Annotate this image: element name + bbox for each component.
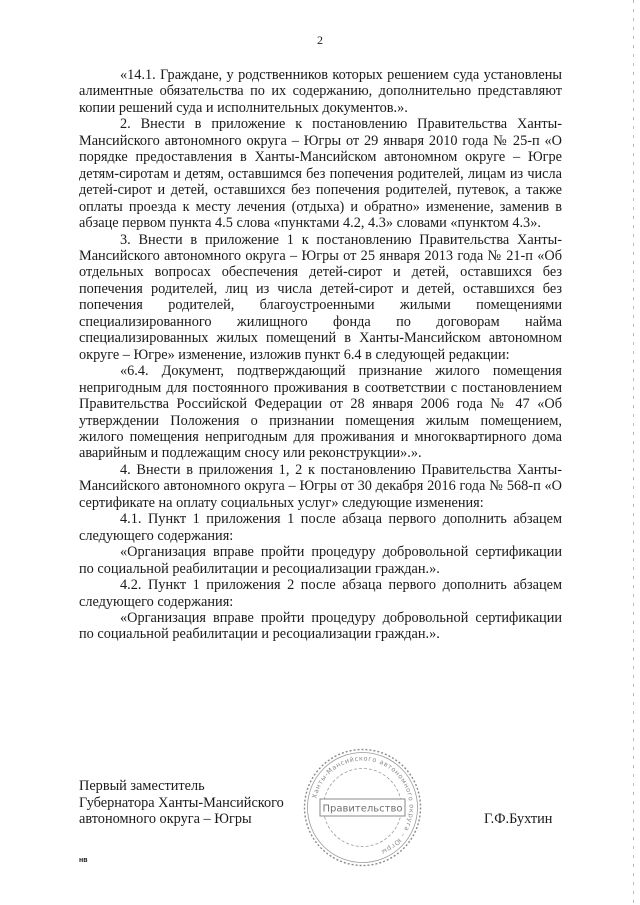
- document-body: [79, 67, 562, 643]
- paragraph-4-2: 4.2. Пункт 1 приложения 2 после абзаца первого дополнить абзацем следующего содержания:: [79, 577, 562, 610]
- paragraph-4-2-quote: «Организация вправе пройти процедуру добровольной сертификации по социальной реабилитации и ресоциализации граждан.».: [79, 609, 562, 643]
- paragraph-4-1: 4.1. Пункт 1 приложения 1 после абзаца первого дополнить абзацем следующего содержания:: [79, 511, 562, 544]
- signatory-title-line: Первый заместитель: [79, 778, 205, 794]
- signatory-title-line: Губернатора Ханты-Мансийского: [79, 794, 284, 811]
- footer-code: нв: [79, 857, 88, 864]
- signatory-title: [79, 778, 319, 828]
- paragraph-4-1-quote: «Организация вправе пройти процедуру добровольной сертификации по социальной реабилитации и ресоциализации граждан.».: [79, 544, 562, 577]
- paragraph-4: 4. Внести в приложения 1, 2 к постановлению Правительства Ханты-Мансийского автономного округа – Югры от 30 декабря 2016 года № 568-п «О сертификате на оплату социальных услуг» следующие изменения:: [79, 461, 562, 511]
- paragraph-2: 2. Внести в приложение к постановлению Правительства Ханты-Мансийского автономного округа – Югры от 29 января 2010 года № 25-п «О порядке предоставления в Ханты-Мансийском автономном округе – Югре детям-сиротам и детям, оставшимся без попечения родителей, лицам из числа детей-сирот и детей, оставшихся без попечения родителей, путевок, а также оплаты проезда к месту лечения (отдыха) и обратно» изменение, заменив в абзаце первом пункта 4.5 слова «пунктами 4.2, 4.3» словами «пунктом 4.3».: [79, 116, 562, 232]
- signatory-title-line: автономного округа – Югры: [79, 811, 252, 827]
- official-seal: [300, 745, 425, 870]
- signatory-name: Г.Ф.Бухтин: [484, 811, 553, 827]
- paragraph-6-4-quote: «6.4. Документ, подтверждающий признание жилого помещения непригодным для постоянного проживания в соответствии с постановлением Правительства Российской Федерации от 28 января 2006 года № 47 «Об утверждении Положения о признании помещения жилым помещением, жилого помещения непригодным для проживания и многоквартирного дома аварийным и подлежащим сносу или реконструкции».».: [79, 363, 562, 462]
- page-number: 2: [317, 33, 323, 47]
- paragraph-3: 3. Внести в приложение 1 к постановлению Правительства Ханты-Мансийского автономного округа – Югры от 25 января 2013 года № 21-п «Об отдельных вопросах обеспечения детей-сирот и детей, оставшихся без попечения родителей, лиц из числа детей-сирот и детей, оставшихся без попечения родителей, благоустроенными жилыми помещениями специализированного жилищного фонда по договорам найма специализированных жилых помещений в Ханты-Мансийском автономном округе – Югре» изменение, изложив пункт 6.4 в следующей редакции:: [79, 231, 562, 363]
- seal-graphic: [300, 745, 425, 870]
- seal-ring-text: Ханты-Мансийского автономного округа – Югры: [310, 754, 416, 857]
- scan-edge-line: [633, 0, 634, 905]
- paragraph-14-1: «14.1. Граждане, у родственников которых решением суда установлены алиментные обязательства по их содержанию, дополнительно представляют копии решений суда и исполнительных документов.».: [79, 67, 562, 116]
- seal-center-text: Правительство: [322, 803, 403, 815]
